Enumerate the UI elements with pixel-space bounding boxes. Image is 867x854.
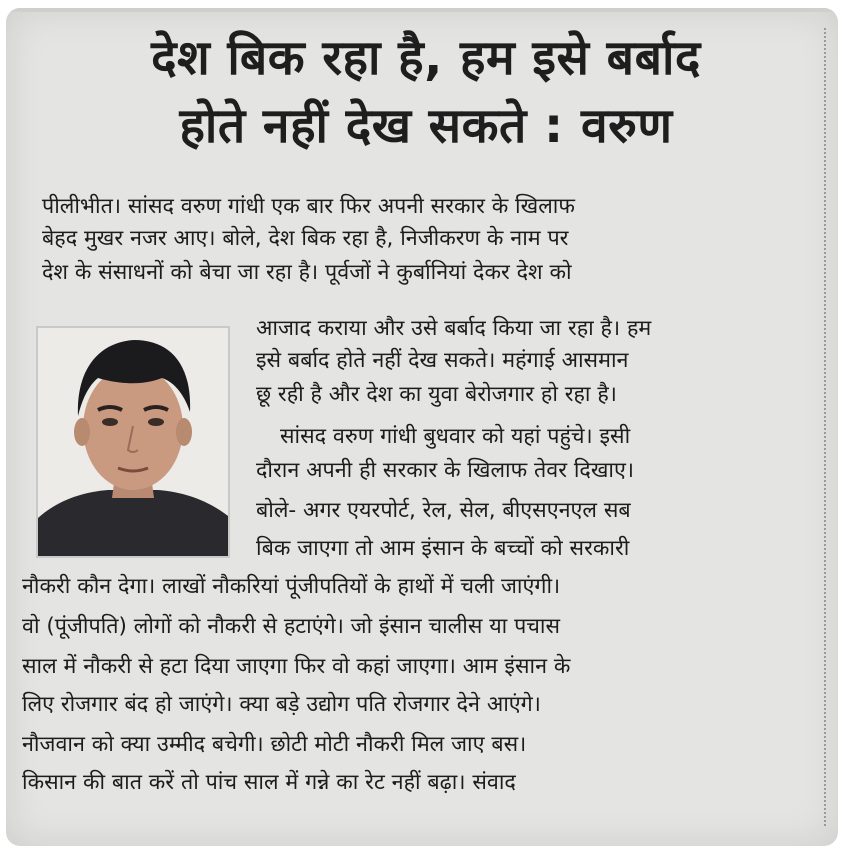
body-line: बोले- अगर एयरपोर्ट, रेल, सेल, बीएसएनएल सब	[256, 498, 631, 523]
body-line: छू रही है और देश का युवा बेरोजगार हो रहा है।	[256, 382, 617, 407]
body-line: नौजवान को क्या उम्मीद बचेगी। छोटी मोटी नौकरी मिल जाए बस।	[22, 732, 527, 757]
headline-line-1: देश बिक रहा है, हम इसे बर्बाद	[151, 30, 701, 86]
portrait-photo	[36, 326, 230, 558]
body-line: नौकरी कौन देगा। लाखों नौकरियां पूंजीपतियों के हाथों में चली जाएंगी।	[22, 574, 561, 599]
portrait-illustration	[38, 328, 228, 556]
body-line: आजाद कराया और उसे बर्बाद किया जा रहा है। हम	[256, 316, 652, 341]
body-line: बिक जाएगा तो आम इंसान के बच्चों को सरकारी	[256, 536, 630, 561]
body-line: देश के संसाधनों को बेचा जा रहा है। पूर्वजों ने कुर्बानियां देकर देश को	[42, 260, 572, 285]
body-line: पीलीभीत। सांसद वरुण गांधी एक बार फिर अपनी सरकार के खिलाफ	[42, 194, 575, 219]
newspaper-clipping	[6, 8, 838, 846]
top-rule	[6, 8, 838, 12]
body-line: दौरान अपनी ही सरकार के खिलाफ तेवर दिखाए।	[256, 458, 635, 483]
headline-line-2: होते नहीं देख सकते : वरुण	[179, 98, 673, 154]
headline	[36, 24, 816, 160]
column-divider	[824, 28, 828, 826]
body-line: लिए रोजगार बंद हो जाएंगे। क्या बड़े उद्योग पति रोजगार देने आएंगे।	[22, 692, 541, 717]
body-line: किसान की बात करें तो पांच साल में गन्ने का रेट नहीं बढ़ा। संवाद	[22, 770, 516, 795]
body-line: बेहद मुखर नजर आए। बोले, देश बिक रहा है, निजीकरण के नाम पर	[42, 226, 569, 251]
body-line: साल में नौकरी से हटा दिया जाएगा फिर वो कहां जाएगा। आम इंसान के	[22, 654, 571, 679]
body-line: वो (पूंजीपति) लोगों को नौकरी से हटाएंगे। जो इंसान चालीस या पचास	[22, 614, 561, 639]
body-line: इसे बर्बाद होते नहीं देख सकते। महंगाई आसमान	[256, 348, 629, 373]
body-line: सांसद वरुण गांधी बुधवार को यहां पहुंचे। इसी	[280, 424, 631, 449]
